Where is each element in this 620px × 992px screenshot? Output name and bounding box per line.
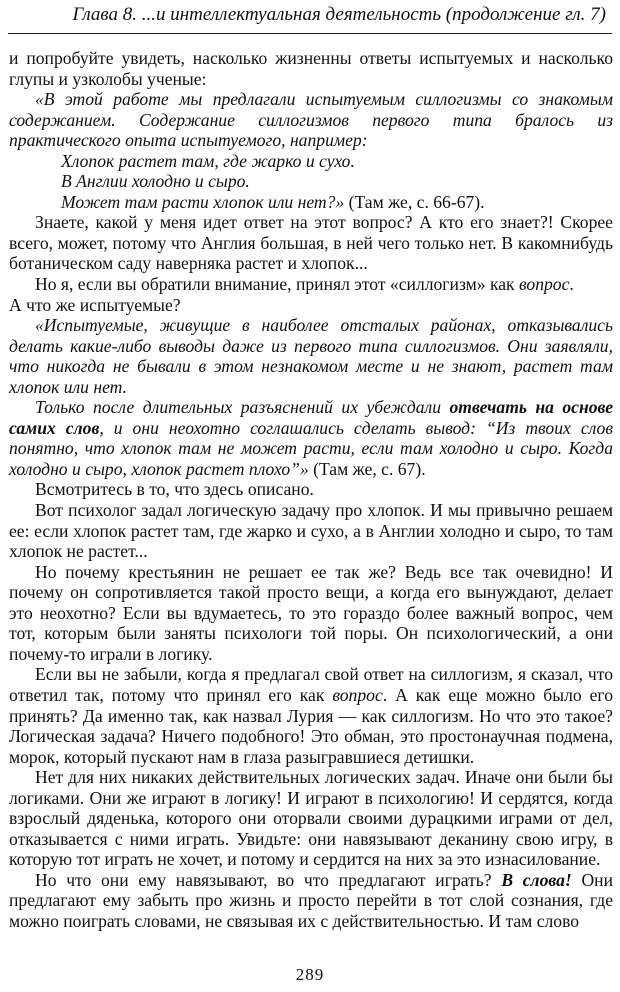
paragraph: Знаете, какой у меня идет ответ на этот вопрос? А кто его знает?! Скорее всего, может, потому что Англия большая, в ней чего только нет. В какомнибудь ботаническом саду наверняка растет и хлопок... xyxy=(9,212,613,274)
citation: (Там же, с. 67). xyxy=(308,458,426,479)
paragraph xyxy=(9,274,613,295)
quote: «В этой работе мы предлагали испытуемым силлогизмы со знакомым содержанием. Содержание силлогизмов первого типа бралось из практического опыта испытуемого, например: xyxy=(9,89,613,151)
verse-line: Хлопок растет там, где жарко и сухо. xyxy=(61,150,355,171)
text: Они предлагают ему забыть про жизнь и просто перейти в тот слой сознания, где можно поиграть словами, не связывая их с действительностью. И там слово xyxy=(9,869,613,931)
bold-emphasis: отвечать на основе самих слов xyxy=(9,397,614,438)
paragraph xyxy=(9,664,613,767)
quote xyxy=(9,397,613,479)
text: Если вы не забыли, когда я предлагал свой ответ на силлогизм, я сказал, что ответил так, потому что принял его как xyxy=(9,664,613,705)
paragraph: Всмотритесь в то, что здесь описано. xyxy=(35,479,314,500)
text: Только после длительных разъяснений их убеждали xyxy=(35,397,450,418)
paragraph: Нет для них никаких действительных логических задач. Иначе они были бы логиками. Они же играют в логику! И играют в психологию! И сердятся, когда взрослый дяденька, которого они оторвали своими дурацкими играми от дел, отказывается с ними играть. Увидьте: они навязывают деканину свою игру, в которую тот играть не хочет, и потому и сердится на них за это изнасилование. xyxy=(9,767,613,870)
text: Но я, если вы обратили внимание, принял этот «силлогизм» как xyxy=(35,274,520,295)
paragraph: и попробуйте увидеть, насколько жизненны ответы испытуемых и насколько глупы и узколобы ученые: xyxy=(9,48,613,89)
text: . xyxy=(569,274,574,295)
bold-emphasis: В слова! xyxy=(501,869,572,890)
page-body xyxy=(9,48,613,932)
verse-line: В Англии холодно и сыро. xyxy=(61,171,250,192)
text: . А как еще можно было его принять? Да именно так, как назвал Лурия — как силлогизм. Но что это такое? Логическая задача? Ничего подобного! Это обман, это простонаучная подмена, морок, который пускают нам в глаза разыгравшиеся детишки. xyxy=(9,684,613,767)
paragraph: А что же испытуемые? xyxy=(9,294,181,315)
running-title: Глава 8. ...и интеллектуальная деятельность (продолжение гл. 7) xyxy=(72,4,606,25)
text: Но что они ему навязывают, во что предлагают играть? xyxy=(35,869,502,890)
paragraph xyxy=(9,870,613,932)
verse-line xyxy=(9,192,613,213)
emphasis: вопрос xyxy=(332,684,383,705)
paragraph: Вот психолог задал логическую задачу про хлопок. И мы привычно решаем ее: если хлопок растет там, где жарко и сухо, а в Англии холодно и сыро, то там хлопок не растет... xyxy=(9,500,613,562)
running-header xyxy=(0,0,620,42)
emphasis: вопрос xyxy=(519,274,570,295)
verse-text: Может там расти хлопок или нет?» xyxy=(61,191,345,212)
text: , и они неохотно соглашались сделать вывод: “Из твоих слов понятно, что хлопок там не может расти, если там холодно и сыро. Когда холодно и сыро, хлопок растет плохо”» xyxy=(9,417,613,479)
page-number: 289 xyxy=(295,965,325,984)
citation: (Там же, с. 66-67). xyxy=(344,191,485,212)
header-rule xyxy=(8,33,612,34)
quote: «Испытуемые, живущие в наиболее отсталых районах, отказывались делать какие-либо выводы даже из первого типа силлогизмов. Они заявляли, что никогда не бывали в этом незнакомом месте и не знают, растет там хлопок или нет. xyxy=(9,315,613,397)
paragraph: Но почему крестьянин не решает ее так же? Ведь все так очевидно! И почему он сопротивляется такой просто вещи, а когда его вынуждают, делает это неохотно? Если вы вдумаетесь, то это гораздо более важный вопрос, чем тот, которым были заняты психологи той поры. Он психологический, а они почему-то играли в логику. xyxy=(9,561,613,664)
